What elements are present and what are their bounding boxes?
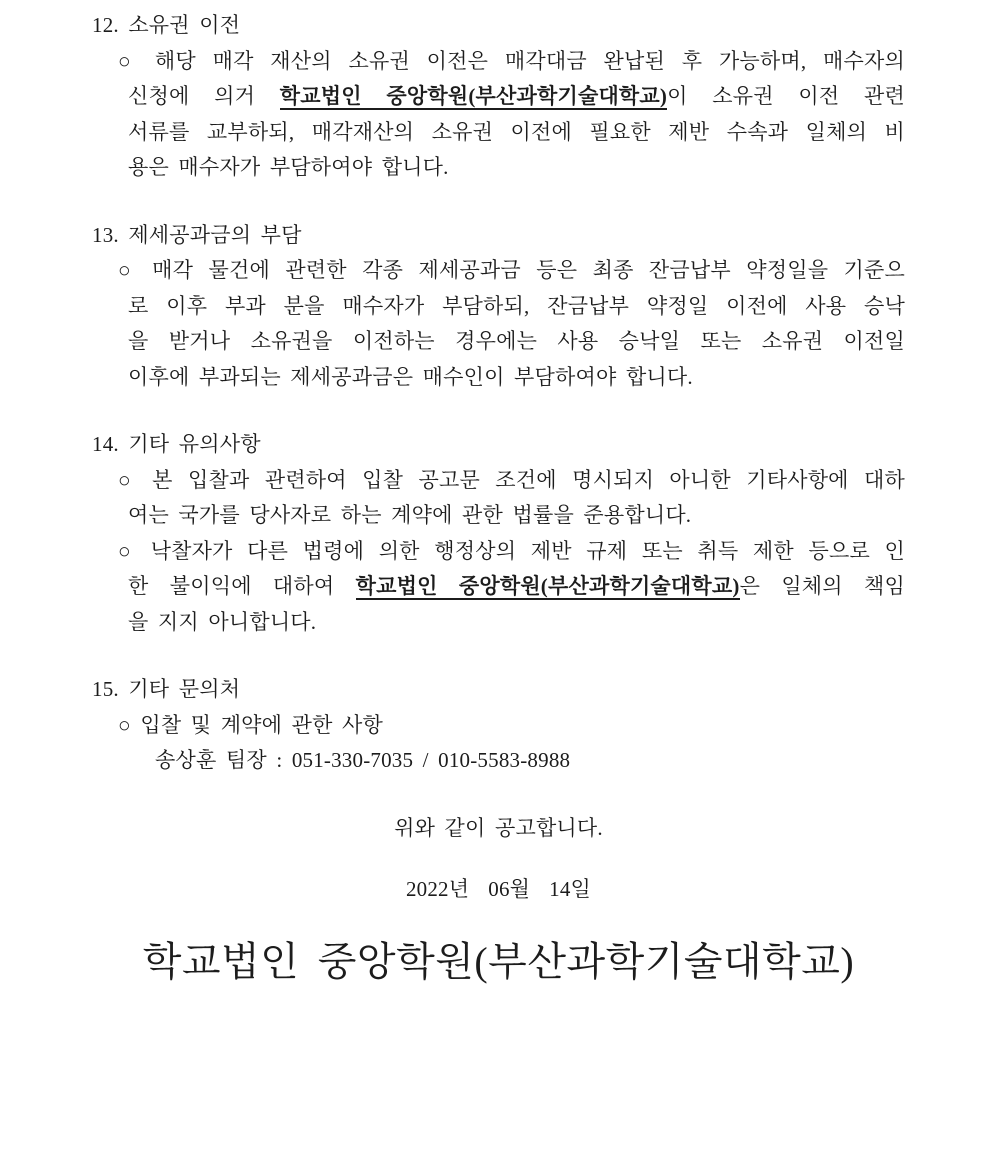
date-month: 06월 bbox=[488, 877, 531, 901]
section-number: 15. bbox=[92, 677, 119, 701]
org-name-emphasis: 학교법인 중앙학원(부산과학기술대학교) bbox=[355, 574, 740, 598]
section-14-heading bbox=[92, 427, 905, 463]
section-number: 13. bbox=[92, 222, 119, 247]
section-15-contact-info bbox=[92, 672, 905, 779]
line-text: 송상훈 팀장 : 051-330-7035 / 010-5583-8988 bbox=[155, 748, 571, 772]
line-text: 은 일체의 책임 bbox=[739, 574, 905, 598]
line-text: 신청에 의거 bbox=[128, 84, 256, 108]
text-line bbox=[118, 463, 905, 499]
text-line bbox=[128, 498, 905, 534]
circle-bullet-icon: ○ bbox=[118, 712, 131, 737]
section-14-other-notices bbox=[92, 427, 905, 640]
line-text: 서류를 교부하되, 매각재산의 소유권 이전에 필요한 제반 수속과 일체의 비 bbox=[128, 119, 905, 144]
section-12-ownership-transfer bbox=[92, 8, 905, 186]
line-text: 이 소유권 이전 관련 bbox=[667, 84, 905, 108]
line-text: 한 불이익에 대하여 bbox=[128, 574, 335, 598]
section-14-bullet-paragraph-2 bbox=[92, 534, 905, 641]
line-text: 입찰 및 계약에 관한 사항 bbox=[140, 712, 384, 737]
section-number: 14. bbox=[92, 432, 119, 456]
issuer-name: 학교법인 중앙학원(부산과학기술대학교) bbox=[142, 938, 855, 984]
line-text: 매각 물건에 관련한 각종 제세공과금 등은 최종 잔금납부 약정일을 기준으 bbox=[152, 258, 905, 282]
section-title: 소유권 이전 bbox=[128, 13, 241, 37]
section-15-bullet-paragraph bbox=[92, 708, 905, 779]
closing-statement bbox=[92, 811, 905, 847]
text-line bbox=[118, 44, 906, 80]
section-title: 기타 유의사항 bbox=[128, 432, 261, 456]
issuer-signature bbox=[92, 936, 905, 988]
text-line bbox=[118, 708, 905, 744]
text-line bbox=[128, 150, 905, 186]
circle-bullet-icon: ○ bbox=[118, 467, 137, 492]
line-text: 여는 국가를 당사자로 하는 계약에 관한 법률을 준용합니다. bbox=[128, 503, 692, 527]
text-line bbox=[128, 569, 905, 605]
section-13-heading bbox=[92, 218, 905, 254]
text-line bbox=[128, 115, 905, 151]
text-line bbox=[128, 324, 905, 360]
line-text: 이후에 부과되는 제세공과금은 매수인이 부담하여야 합니다. bbox=[128, 364, 693, 389]
closing-text: 위와 같이 공고합니다. bbox=[394, 815, 603, 840]
section-15-heading bbox=[92, 672, 905, 708]
section-14-bullet-paragraph-1 bbox=[92, 463, 905, 534]
section-number: 12. bbox=[92, 13, 119, 37]
section-12-bullet-paragraph bbox=[92, 44, 905, 186]
line-text: 용은 매수자가 부담하여야 합니다. bbox=[128, 155, 449, 179]
circle-bullet-icon: ○ bbox=[118, 48, 139, 73]
org-name-emphasis: 학교법인 중앙학원(부산과학기술대학교) bbox=[279, 84, 668, 108]
text-line bbox=[118, 253, 905, 289]
section-title: 기타 문의처 bbox=[128, 677, 241, 701]
date-year: 2022년 bbox=[405, 877, 470, 901]
announcement-date bbox=[92, 872, 905, 908]
circle-bullet-icon: ○ bbox=[118, 258, 137, 282]
section-13-taxes-and-dues bbox=[92, 218, 905, 396]
line-text: 본 입찰과 관련하여 입찰 공고문 조건에 명시되지 아니한 기타사항에 대하 bbox=[152, 467, 905, 492]
line-text: 을 받거나 소유권을 이전하는 경우에는 사용 승낙일 또는 소유권 이전일 bbox=[128, 329, 905, 353]
line-text: 로 이후 부과 분을 매수자가 부담하되, 잔금납부 약정일 이전에 사용 승낙 bbox=[128, 293, 905, 318]
circle-bullet-icon: ○ bbox=[118, 538, 137, 563]
text-line bbox=[128, 605, 905, 641]
contact-phone-line bbox=[155, 743, 905, 779]
line-text: 낙찰자가 다른 법령에 의한 행정상의 제반 규제 또는 취득 제한 등으로 인 bbox=[150, 538, 905, 563]
line-text: 해당 매각 재산의 소유권 이전은 매각대금 완납된 후 가능하며, 매수자의 bbox=[154, 48, 906, 73]
text-line bbox=[128, 79, 905, 115]
text-line bbox=[128, 289, 905, 325]
line-text: 을 지지 아니합니다. bbox=[128, 609, 317, 634]
section-title: 제세공과금의 부담 bbox=[128, 222, 302, 247]
text-line bbox=[128, 360, 905, 396]
text-line bbox=[118, 534, 905, 570]
section-12-heading bbox=[92, 8, 905, 44]
section-13-bullet-paragraph bbox=[92, 253, 905, 395]
date-day: 14일 bbox=[549, 877, 592, 901]
